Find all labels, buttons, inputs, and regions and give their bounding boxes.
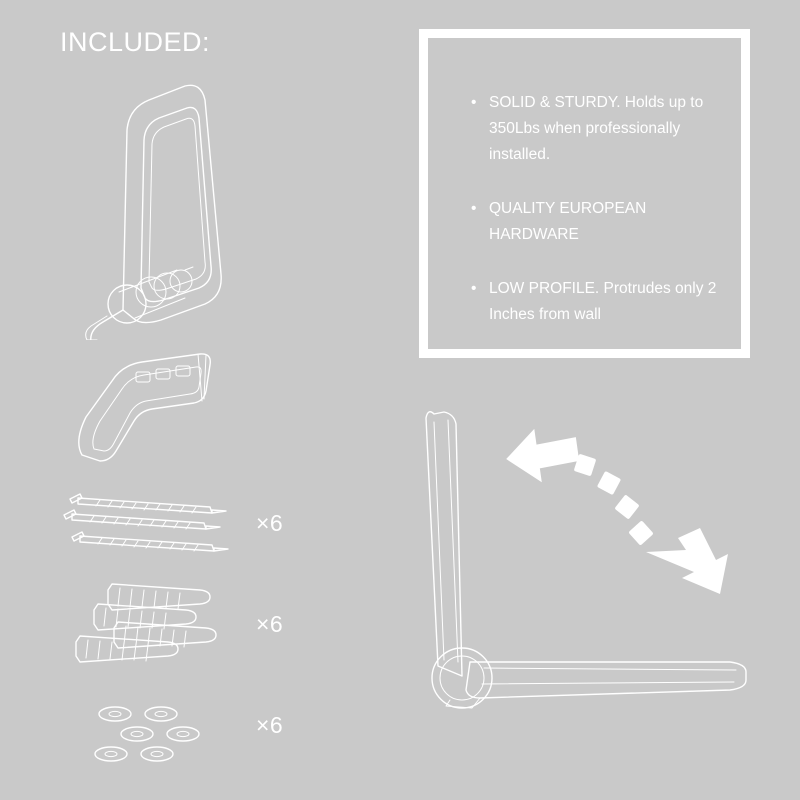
feature-text: SOLID & STURDY. Holds up to 350Lbs when professionally installed. (489, 94, 704, 163)
feature-text: LOW PROFILE. Protrudes only 2 Inches from wall (489, 280, 717, 323)
feature-list (471, 90, 726, 356)
washers-quantity: ×6 (256, 712, 284, 738)
list-item (471, 90, 726, 168)
screws-quantity: ×6 (256, 510, 284, 536)
page-title: INCLUDED: (60, 27, 211, 57)
wall-anchors-illustration (60, 580, 245, 670)
feature-text: QUALITY EUROPEAN HARDWARE (489, 200, 647, 243)
list-item (471, 196, 726, 248)
folding-bracket-motion-diagram (410, 400, 780, 720)
washers-illustration (85, 700, 225, 770)
bullet-icon: • (471, 94, 477, 111)
feature-panel (419, 29, 750, 358)
screws-illustration (60, 485, 245, 565)
bullet-icon: • (471, 280, 477, 297)
bracket-main-illustration (45, 60, 245, 340)
list-item (471, 276, 726, 328)
wall-anchors-quantity: ×6 (256, 611, 284, 637)
bullet-icon: • (471, 200, 477, 217)
bracket-secondary-illustration (60, 345, 240, 465)
